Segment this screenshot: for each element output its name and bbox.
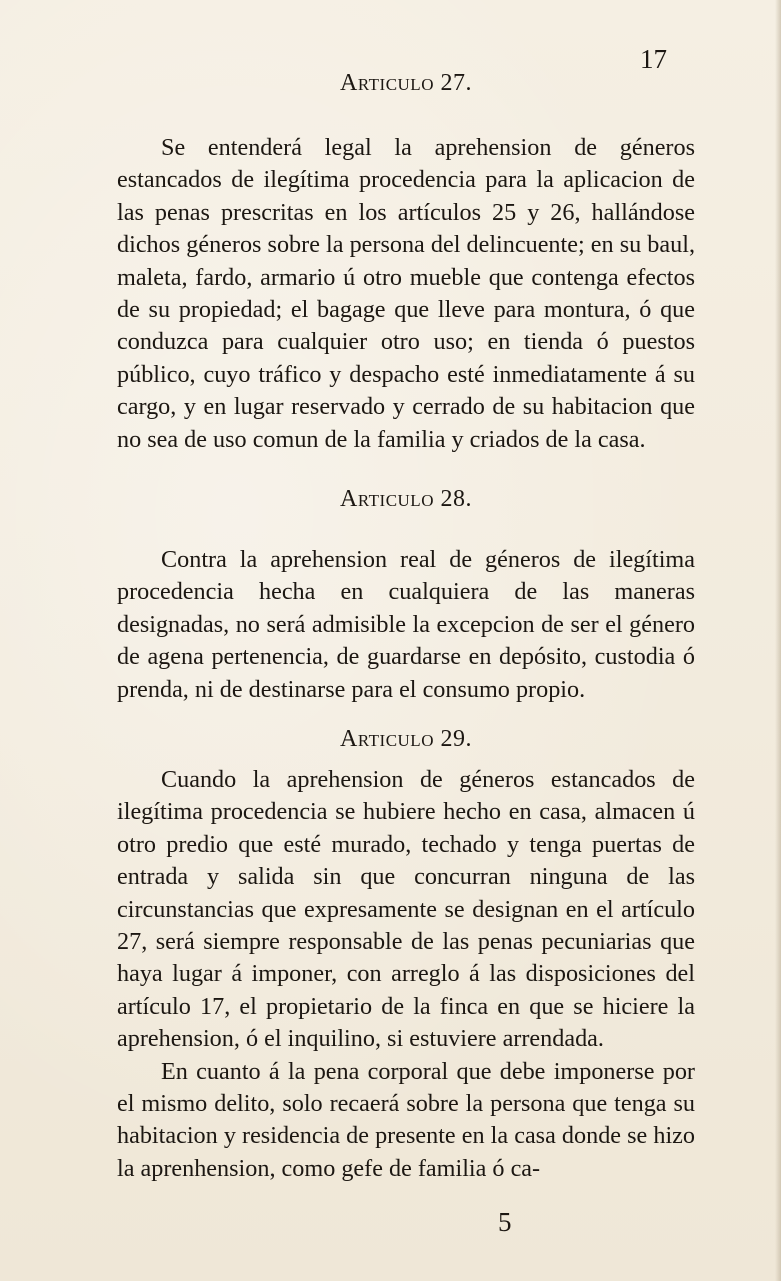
article-heading-28 (117, 484, 695, 514)
paragraph: Contra la aprehension real de géneros de ilegítima procedencia hecha en cualquiera de las maneras designadas, no será admisible la excepcion de ser el género de agena pertenencia, de guardarse en depósito, custodia ó prenda, ni de destinarse para el consumo propio. (117, 546, 695, 703)
article-heading-word: Articulo (340, 726, 434, 752)
article-heading-number: 27. (440, 70, 472, 96)
article-heading-word: Articulo (340, 70, 434, 96)
paragraph: Cuando la aprehension de géneros estancados de ilegítima procedencia se hubiere hecho en casa, almacen ú otro predio que esté murado, techado y tenga puertas de entrada y salida sin que concurran ninguna de las circunstancias que expresamente se designan en el artículo 27, será siempre responsable de las penas pecuniarias que haya lugar á imponer, con arreglo á las disposiciones del artículo 17, el propietario de la finca en que se hiciere la aprehension, ó el inquilino, si estuviere arrendada. (117, 766, 695, 1053)
article-heading-number: 28. (440, 486, 472, 512)
paragraph: Se entenderá legal la aprehension de géneros estancados de ilegítima procedencia para la aplicacion de las penas prescritas en los artículos 25 y 26, hallándose dichos géneros sobre la persona del delincuente; en su baul, maleta, fardo, armario ú otro mueble que contenga efectos de su propiedad; el bagage que lleve para montura, ó que conduzca para cualquier otro uso; en tienda ó puestos público, cuyo tráfico y despacho esté inmediatamente á su cargo, y en lugar reservado y cerrado de su habitacion que no sea de uso comun de la familia y criados de la casa. (117, 134, 695, 453)
page-gutter-shadow (775, 0, 781, 1281)
paragraph: En cuanto á la pena corporal que debe imponerse por el mismo delito, solo recaerá sobre la persona que tenga su habitacion y residencia de presente en la casa donde se hizo la aprenhension, como gefe de familia ó ca- (117, 1057, 695, 1182)
page-number: 17 (640, 44, 667, 74)
signature-mark: 5 (498, 1207, 512, 1237)
article-heading-word: Articulo (340, 486, 434, 512)
article-body-28 (117, 544, 695, 706)
article-heading-27 (117, 68, 695, 98)
article-body-29 (117, 764, 695, 1185)
article-heading-number: 29. (440, 726, 472, 752)
article-body-27 (117, 132, 695, 456)
article-heading-29 (117, 724, 695, 754)
